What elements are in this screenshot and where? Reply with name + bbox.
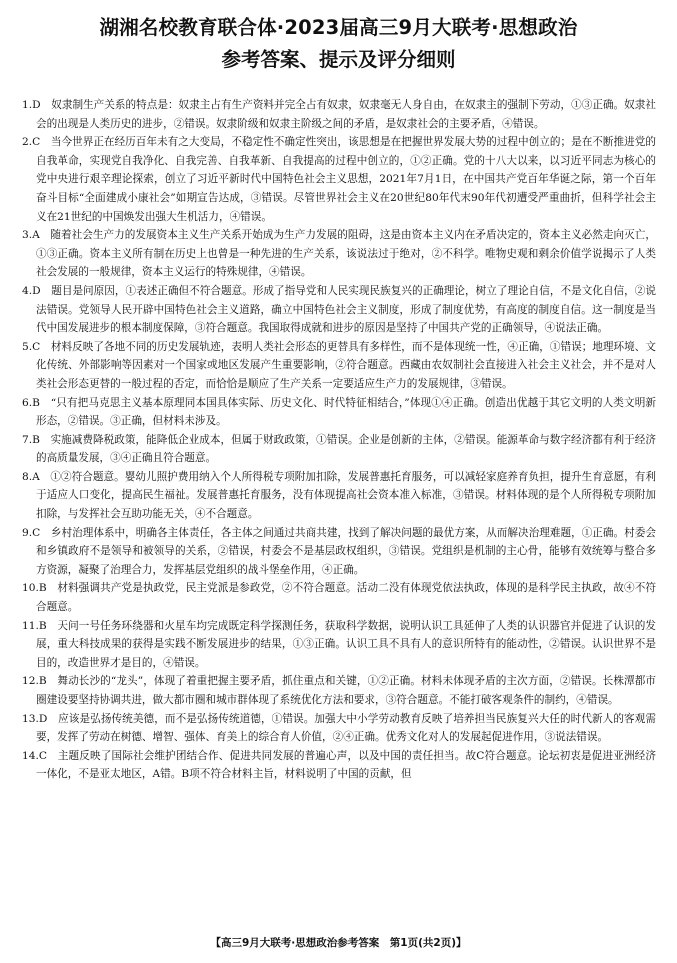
answer-item: 2.C 当今世界正在经历百年未有之大变局，不稳定性不确定性突出，该思想是在把握世界发展大势的过程中创立的；是在不断推进党的自我革命，实现党自我净化、自我完善、自我革新、自我提高的过程中创立的，①②正确。党的十八大以来，以习近平同志为核心的党中央进行艰辛理论探索，创立了习近平新时代中国特色社会主义思想，2021年7月1日，在中国共产党百年华诞之际，第一个百年奋斗目标“全面建成小康社会”如期宣告达成，③错误。尽管世界社会主义在20世纪80年代末90年代初遭受严重曲折，但科学社会主义在21世纪的中国焕发出强大生机活力，④错误。 — [22, 136, 656, 223]
answer-item: 5.C 材料反映了各地不同的历史发展轨迹，表明人类社会形态的更替具有多样性，而不是体现统一性，④正确，①错误；地理环境、文化传统、外部影响等因素对一个国家或地区发展产生重要影响，②符合题意。西藏由农奴制社会直接进入社会主义社会，并不是对人类社会形态更替的一般过程的否定，而恰恰是顺应了生产关系一定要适应生产力的发展规律，③错误。 — [22, 340, 656, 390]
answer-item: 1.D 奴隶制生产关系的特点是：奴隶主占有生产资料并完全占有奴隶，奴隶毫无人身自由，在奴隶主的强制下劳动，①③正确。奴隶社会的出现是人类历史的进步，②错误。奴隶阶级和奴隶主阶级之间的矛盾，是奴隶社会的主要矛盾，④错误。 — [22, 99, 656, 130]
answer-item: 11.B 天问一号任务环绕器和火星车均完成既定科学探测任务，获取科学数据，说明认识工具延伸了人类的认识器官并促进了认识的发展，重大科技成果的获得是实践不断发展进步的结果，①③正确。认识工具不具有人的意识所特有的能动性，②错误。认识世界不是目的，改造世界才是目的，④错误。 — [22, 619, 656, 669]
answer-item: 12.B 舞动长沙的“龙头”，体现了着重把握主要矛盾，抓住重点和关键，①②正确。材料未体现矛盾的主次方面，②错误。长株潭都市圈建设要坚持协调共进，做大都市圈和城市群体现了系统优化方法和要求，③符合题意。不能打破客观条件的制约，④错误。 — [22, 675, 656, 706]
answer-item: 14.C 主题反映了国际社会维护团结合作、促进共同发展的普遍心声，以及中国的责任担当。故C符合题意。论坛初衷是促进亚洲经济一体化，不是亚太地区，A错。B项不符合材料主旨，材料说明了中国的贡献，但 — [22, 749, 656, 781]
document-title: 湖湘名校教育联合体·2023届高三9月大联考·思想政治 — [99, 16, 578, 39]
answer-list — [22, 96, 656, 784]
answer-item: 7.B 实施减费降税政策，能降低企业成本，但属于财政政策，①错误。企业是创新的主体，②错误。能源革命与数字经济都有利于经济的高质量发展，③④正确且符合题意。 — [22, 433, 656, 465]
answer-item: 8.A ①②符合题意。婴幼儿照护费用纳入个人所得税专项附加扣除，发展普惠托育服务，可以减轻家庭养育负担，提升生育意愿，有利于适应人口变化，提高民生福祉。发展普惠托育服务，没有体现提高社会资本准入标准，③错误。材料体现的是个人所得税专项附加扣除，与发挥社会互助功能无关，④不合题意。 — [22, 470, 656, 521]
answer-item: 10.B 材料强调共产党是执政党，民主党派是参政党，②不符合题意。活动二没有体现党依法执政，体现的是科学民主执政，故④不符合题意。 — [22, 582, 656, 614]
answer-item: 6.B “只有把马克思主义基本原理同本国具体实际、历史文化、时代特征相结合，”体现①④正确。创造出优越于其它文明的人类文明新形态，②错误。③正确，但材料未涉及。 — [22, 396, 656, 428]
answer-item: 4.D 题目是问原因，①表述正确但不符合题意。形成了指导党和人民实现民族复兴的正确理论，树立了理论自信，不是文化自信，②说法错误。党领导人民开辟中国特色社会主义道路，确立中国特色社会主义制度，形成了制度优势，有高度的制度自信。这一制度是当代中国发展进步的根本制度保障，③符合题意。我国取得成就和进步的原因是坚持了中国共产党的正确领导，④说法正确。 — [22, 284, 656, 335]
document-subtitle: 参考答案、提示及评分细则 — [221, 48, 456, 71]
page-footer: 【高三9月大联考·思想政治参考答案 第1页(共2页)】 — [210, 937, 467, 949]
answer-item: 9.C 乡村治理体系中，明确各主体责任，各主体之间通过共商共建，找到了解决问题的最优方案，从而解决治理难题，①正确。村委会和乡镇政府不是领导和被领导的关系，②错误，村委会不是基层政权组织，③错误。党组织是机制的主心骨，能够有效统筹与整合多方资源，凝聚了治理合力，发挥基层党组织的战斗堡垒作用，④正确。 — [22, 526, 656, 576]
answer-item: 13.D 应该是弘扬传统美德，而不是弘扬传统道德，①错误。加强大中小学劳动教育反映了培养担当民族复兴大任的时代新人的客观需要，发挥了劳动在树德、增智、强体、育美上的综合育人价值，②④正确。优秀文化对人的发展起促进作用，③说法错误。 — [22, 712, 656, 744]
answer-item: 3.A 随着社会生产力的发展资本主义生产关系开始成为生产力发展的阻碍，这是由资本主义内在矛盾决定的，资本主义必然走向灭亡，①③正确。资本主义所有制在历史上也曾是一种先进的生产关系，该说法过于绝对，②不科学。唯物史观和剩余价值学说揭示了人类社会发展的一般规律，资本主义运行的特殊规律，④错误。 — [22, 229, 656, 279]
